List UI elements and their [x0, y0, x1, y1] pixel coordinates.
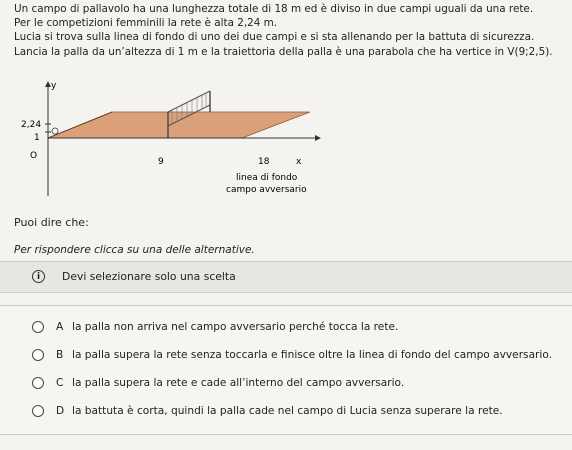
problem-line-3: Lucia si trova sulla linea di fondo di uno dei due campi e si sta allenando per la battuta di sicurezza. — [14, 31, 535, 44]
court-surface — [48, 112, 310, 138]
notice-text: Devi selezionare solo una scelta — [62, 270, 236, 283]
caption-baseline: linea di fondo — [236, 173, 298, 183]
option-c[interactable] — [32, 374, 404, 392]
option-c-letter: C — [56, 377, 64, 389]
radio-c[interactable] — [32, 377, 44, 389]
x-tick-label-18: 18 — [258, 157, 270, 167]
y-tick-label-low: 1 — [34, 133, 40, 143]
ball-icon — [52, 128, 58, 134]
x-axis-arrow-icon — [315, 135, 321, 141]
problem-statement — [14, 2, 566, 59]
origin-label: O — [30, 151, 38, 161]
court-diagram — [20, 78, 340, 202]
option-a-letter: A — [56, 321, 64, 333]
question-prompt: Puoi dire che: — [14, 216, 89, 229]
option-b[interactable] — [32, 346, 552, 364]
problem-line-2: Per le competizioni femminili la rete è alta 2,24 m. — [14, 17, 278, 30]
answer-options — [0, 305, 572, 435]
caption-opponent-court: campo avversario — [226, 185, 307, 195]
y-axis-label: y — [51, 81, 57, 91]
option-b-letter: B — [56, 349, 64, 361]
problem-line-1: Un campo di pallavolo ha una lunghezza totale di 18 m ed è diviso in due campi uguali da una rete. — [14, 3, 534, 15]
x-tick-label-9: 9 — [158, 157, 164, 167]
radio-d[interactable] — [32, 405, 44, 417]
info-icon: i — [32, 270, 45, 283]
y-tick-label-high: 2,24 — [21, 120, 42, 130]
option-b-text: la palla supera la rete senza toccarla e finisce oltre la linea di fondo del campo avversario. — [72, 349, 553, 361]
x-axis-label: x — [296, 157, 302, 167]
option-d-text: la battuta è corta, quindi la palla cade nel campo di Lucia senza superare la rete. — [72, 405, 503, 417]
radio-b[interactable] — [32, 349, 44, 361]
option-c-text: la palla supera la rete e cade all’interno del campo avversario. — [72, 377, 405, 389]
option-a-text: la palla non arriva nel campo avversario perché tocca la rete. — [72, 321, 399, 333]
option-d[interactable] — [32, 402, 503, 420]
option-d-letter: D — [56, 405, 65, 417]
selection-notice — [0, 261, 572, 293]
radio-a[interactable] — [32, 321, 44, 333]
option-a[interactable] — [32, 318, 398, 336]
court-figure — [20, 78, 340, 202]
question-instruction: Per rispondere clicca su una delle alternative. — [14, 244, 255, 256]
problem-line-4: Lancia la palla da un’altezza di 1 m e la traiettoria della palla è una parabola che ha vertice in V(9;2,5). — [14, 45, 553, 58]
